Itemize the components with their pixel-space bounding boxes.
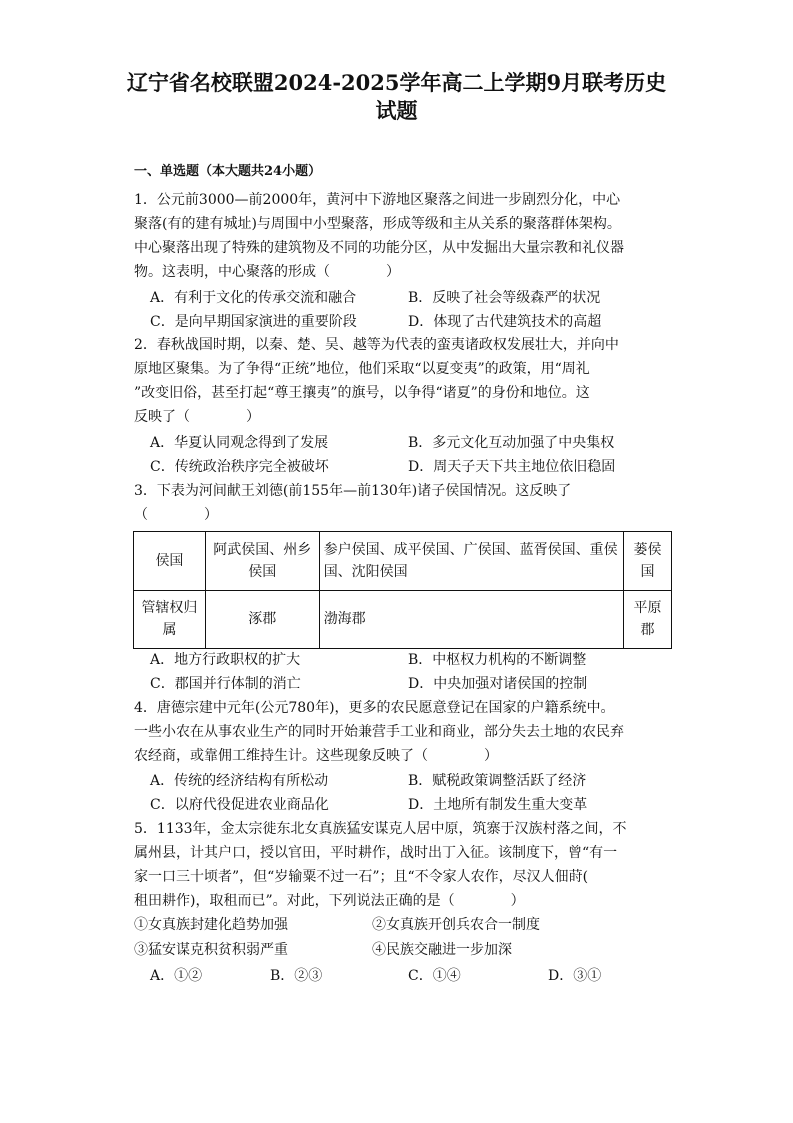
q5-option-b: B．②③ bbox=[270, 968, 323, 984]
q4-option-c: C．以府代役促进农业商品化 bbox=[150, 797, 329, 813]
q5-stem-line: 租田耕作)，取租而已”。对此，下列说法正确的是（ ） bbox=[134, 893, 525, 909]
q2-stem-line: 2．春秋战国时期，以秦、楚、吴、越等为代表的蛮夷诸政权发展壮大，并向中 bbox=[134, 337, 619, 353]
table-cell: 管辖权归属 bbox=[134, 590, 206, 649]
table-cell: 涿郡 bbox=[205, 590, 319, 649]
q2-option-a: A．华夏认同观念得到了发展 bbox=[150, 435, 329, 451]
section-heading: 一、单选题（本大题共24小题） bbox=[134, 164, 322, 179]
table-cell: 渤海郡 bbox=[319, 590, 623, 649]
q1-option-d: D．体现了古代建筑技术的高超 bbox=[408, 314, 602, 330]
q4-stem-line: 4．唐德宗建中元年(公元780年)，更多的农民愿意登记在国家的户籍系统中。 bbox=[134, 700, 615, 716]
table-cell: 平原郡 bbox=[624, 590, 672, 649]
q3-stem-line: （ ） bbox=[134, 507, 218, 523]
q4-option-a: A．传统的经济结构有所松动 bbox=[150, 773, 329, 789]
q3-option-c: C．郡国并行体制的消亡 bbox=[150, 676, 301, 692]
q3-option-a: A．地方行政职权的扩大 bbox=[150, 652, 301, 668]
q5-statement-1: ①女真族封建化趋势加强 bbox=[134, 917, 288, 933]
q3-table bbox=[133, 531, 672, 649]
q5-stem-line: 家一口三十顷者”，但“岁输粟不过一石”；且“不令家人农作，尽汉人佃莳( bbox=[134, 869, 589, 885]
q2-stem-line: 原地区聚集。为了争得“正统”地位，他们采取“以夏变夷”的政策，用“周礼 bbox=[134, 361, 590, 377]
document-title-line2: 试题 bbox=[375, 98, 418, 123]
q5-option-a: A．①② bbox=[150, 968, 203, 984]
q5-stem-line: 属州县，计其户口，授以官田，平时耕作，战时出丁入征。该制度下，曾“有一 bbox=[134, 845, 618, 861]
q1-option-b: B．反映了社会等级森严的状况 bbox=[408, 290, 601, 306]
table-cell: 阿武侯国、州乡侯国 bbox=[205, 532, 319, 591]
table-cell: 蒌侯国 bbox=[624, 532, 672, 591]
q1-stem-line: 聚落(有的建有城址)与周围中小型聚落，形成等级和主从关系的聚落群体架构。 bbox=[134, 216, 621, 232]
q1-option-c: C．是向早期国家演进的重要阶段 bbox=[150, 314, 357, 330]
table-row bbox=[134, 590, 672, 649]
table-cell: 参户侯国、成平侯国、广侯国、蓝胥侯国、重侯国、沈阳侯国 bbox=[319, 532, 623, 591]
q1-stem-line: 中心聚落出现了特殊的建筑物及不同的功能分区，从中发掘出大量宗教和礼仪器 bbox=[134, 240, 624, 256]
q3-option-b: B．中枢权力机构的不断调整 bbox=[408, 652, 587, 668]
q5-stem-line: 5．1133年，金太宗徙东北女真族猛安谋克人居中原，筑寨于汉族村落之间，不 bbox=[134, 821, 627, 837]
q5-option-d: D．③① bbox=[548, 968, 602, 984]
q5-option-c: C．①④ bbox=[408, 968, 461, 984]
q2-option-d: D．周天子天下共主地位依旧稳固 bbox=[408, 459, 616, 475]
q4-stem-line: 农经商，或靠佣工维持生计。这些现象反映了（ ） bbox=[134, 748, 498, 764]
q2-option-c: C．传统政治秩序完全被破坏 bbox=[150, 459, 329, 475]
q1-option-a: A．有利于文化的传承交流和融合 bbox=[150, 290, 357, 306]
q2-stem-line: ”改变旧俗，甚至打起“尊王攘夷”的旗号，以争得“诸夏”的身份和地位。这 bbox=[134, 385, 590, 401]
q4-stem-line: 一些小农在从事农业生产的同时开始兼营手工业和商业，部分失去土地的农民弃 bbox=[134, 724, 624, 740]
q5-statement-2: ②女真族开创兵农合一制度 bbox=[372, 917, 540, 933]
q5-statement-4: ④民族交融进一步加深 bbox=[372, 942, 512, 958]
q1-stem-line: 1．公元前3000—前2000年，黄河中下游地区聚落之间进一步剧烈分化，中心 bbox=[134, 192, 621, 208]
q2-stem-line: 反映了（ ） bbox=[134, 409, 260, 425]
q4-option-b: B．赋税政策调整活跃了经济 bbox=[408, 773, 587, 789]
q3-option-d: D．中央加强对诸侯国的控制 bbox=[408, 676, 588, 692]
document-title-line1: 辽宁省名校联盟2024-2025学年高二上学期9月联考历史 bbox=[126, 70, 667, 95]
q4-option-d: D．土地所有制发生重大变革 bbox=[408, 797, 588, 813]
q1-stem-line: 物。这表明，中心聚落的形成（ ） bbox=[134, 264, 400, 280]
table-row bbox=[134, 532, 672, 591]
q5-statement-3: ③猛安谋克积贫积弱严重 bbox=[134, 942, 288, 958]
table-cell: 侯国 bbox=[134, 532, 206, 591]
q2-option-b: B．多元文化互动加强了中央集权 bbox=[408, 435, 615, 451]
q3-stem-line: 3．下表为河间献王刘德(前155年—前130年)诸子侯国情况。这反映了 bbox=[134, 483, 572, 499]
